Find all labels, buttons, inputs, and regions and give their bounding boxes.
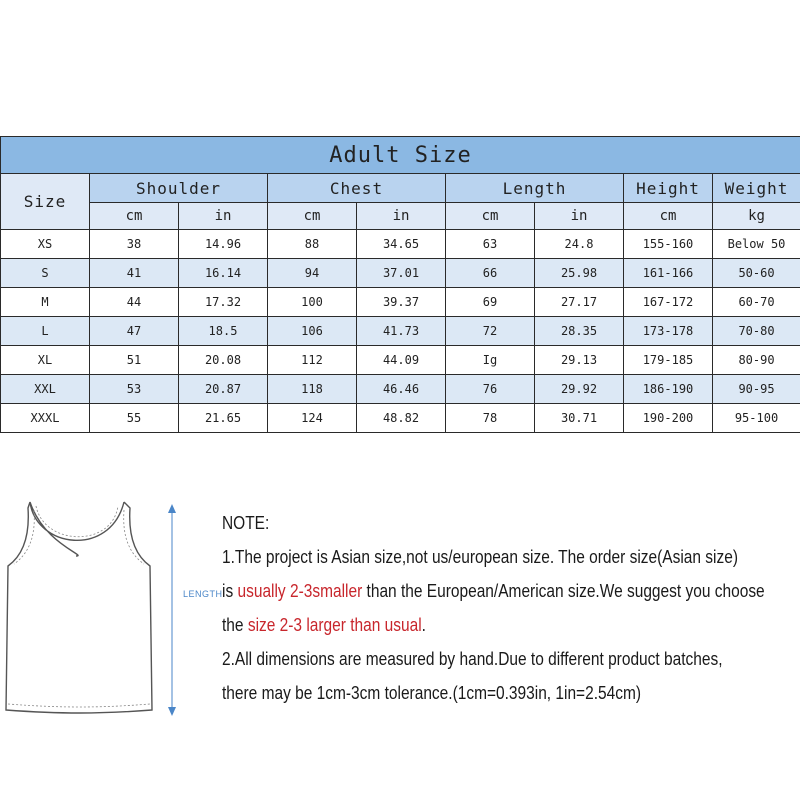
table-cell: Ig xyxy=(446,346,535,375)
table-cell: 90-95 xyxy=(713,375,800,404)
table-cell: 179-185 xyxy=(624,346,713,375)
table-cell: 112 xyxy=(268,346,357,375)
unit-cell: cm xyxy=(90,203,179,230)
table-cell: 17.32 xyxy=(179,288,268,317)
table-cell: 38 xyxy=(90,230,179,259)
note-line-5: there may be 1cm-3cm tolerance.(1cm=0.393in, 1in=2.54cm) xyxy=(222,683,642,703)
shoulder-header: Shoulder xyxy=(90,174,268,203)
table-cell: 100 xyxy=(268,288,357,317)
table-cell: 14.96 xyxy=(179,230,268,259)
table-cell: 44.09 xyxy=(357,346,446,375)
table-cell: 24.8 xyxy=(535,230,624,259)
table-cell: 173-178 xyxy=(624,317,713,346)
arrow-down-icon xyxy=(168,707,176,716)
table-cell: 20.87 xyxy=(179,375,268,404)
unit-cell: in xyxy=(179,203,268,230)
unit-cell: cm xyxy=(624,203,713,230)
highlight-text: usually 2-3smaller xyxy=(237,581,363,601)
size-label-cell: XS xyxy=(1,230,90,259)
table-cell: 28.35 xyxy=(535,317,624,346)
table-cell: 25.98 xyxy=(535,259,624,288)
table-cell: 39.37 xyxy=(357,288,446,317)
table-cell: 167-172 xyxy=(624,288,713,317)
table-cell: 47 xyxy=(90,317,179,346)
table-cell: 48.82 xyxy=(357,404,446,433)
size-chart-table xyxy=(0,136,800,433)
size-label-cell: XXL xyxy=(1,375,90,404)
table-cell: 41.73 xyxy=(357,317,446,346)
table-cell: Below 50 xyxy=(713,230,800,259)
table-cell: 161-166 xyxy=(624,259,713,288)
size-label-cell: XXXL xyxy=(1,404,90,433)
table-cell: 118 xyxy=(268,375,357,404)
tank-top-arm-stitch-right xyxy=(124,510,144,564)
table-cell: 55 xyxy=(90,404,179,433)
size-label-cell: M xyxy=(1,288,90,317)
note-block xyxy=(222,506,765,710)
table-cell: 80-90 xyxy=(713,346,800,375)
tank-top-arm-stitch-left xyxy=(14,510,34,564)
table-body xyxy=(1,230,800,433)
table-cell: 190-200 xyxy=(624,404,713,433)
size-label-cell: L xyxy=(1,317,90,346)
size-column-header: Size xyxy=(1,174,90,230)
table-cell: 72 xyxy=(446,317,535,346)
table-row xyxy=(1,288,800,317)
table-cell: 29.13 xyxy=(535,346,624,375)
table-cell: 76 xyxy=(446,375,535,404)
unit-cell: cm xyxy=(268,203,357,230)
note-line-3: the size 2-3 larger than usual. xyxy=(222,615,426,635)
tank-top-diagram xyxy=(0,488,240,788)
table-cell: 88 xyxy=(268,230,357,259)
table-cell: 29.92 xyxy=(535,375,624,404)
table-cell: 41 xyxy=(90,259,179,288)
note-heading: NOTE: xyxy=(222,513,270,533)
table-row xyxy=(1,317,800,346)
table-cell: 63 xyxy=(446,230,535,259)
table-cell: 46.46 xyxy=(357,375,446,404)
weight-header: Weight xyxy=(713,174,800,203)
table-cell: 16.14 xyxy=(179,259,268,288)
table-cell: 30.71 xyxy=(535,404,624,433)
table-cell: 66 xyxy=(446,259,535,288)
table-cell: 27.17 xyxy=(535,288,624,317)
table-cell: 60-70 xyxy=(713,288,800,317)
table-cell: 34.65 xyxy=(357,230,446,259)
unit-cell: in xyxy=(535,203,624,230)
table-cell: 37.01 xyxy=(357,259,446,288)
table-cell: 69 xyxy=(446,288,535,317)
tank-top-illustration xyxy=(0,488,240,788)
table-cell: 53 xyxy=(90,375,179,404)
table-row xyxy=(1,346,800,375)
note-line-2: is usually 2-3smaller than the European/American size.We suggest you choose xyxy=(222,581,765,601)
table-row xyxy=(1,404,800,433)
table-title: Adult Size xyxy=(1,137,800,174)
arrow-up-icon xyxy=(168,504,176,513)
table-cell: 50-60 xyxy=(713,259,800,288)
table-cell: 186-190 xyxy=(624,375,713,404)
table-cell: 106 xyxy=(268,317,357,346)
table-cell: 20.08 xyxy=(179,346,268,375)
table-cell: 44 xyxy=(90,288,179,317)
table-cell: 95-100 xyxy=(713,404,800,433)
chest-header: Chest xyxy=(268,174,446,203)
size-label-cell: XL xyxy=(1,346,90,375)
table-row xyxy=(1,375,800,404)
table-row xyxy=(1,230,800,259)
table-cell: 78 xyxy=(446,404,535,433)
tank-top-outline xyxy=(6,502,152,713)
table-cell: 94 xyxy=(268,259,357,288)
table-row xyxy=(1,259,800,288)
table-cell: 124 xyxy=(268,404,357,433)
unit-cell: cm xyxy=(446,203,535,230)
height-header: Height xyxy=(624,174,713,203)
unit-cell: kg xyxy=(713,203,800,230)
table-cell: 21.65 xyxy=(179,404,268,433)
length-header: Length xyxy=(446,174,624,203)
length-label: LENGTH xyxy=(183,589,223,599)
tank-top-hem-stitch xyxy=(8,704,150,707)
note-line-4: 2.All dimensions are measured by hand.Due to different product batches, xyxy=(222,649,723,669)
unit-cell: in xyxy=(357,203,446,230)
highlight-text: size 2-3 larger than usual xyxy=(247,615,422,635)
size-label-cell: S xyxy=(1,259,90,288)
table-cell: 18.5 xyxy=(179,317,268,346)
table-cell: 51 xyxy=(90,346,179,375)
table-cell: 155-160 xyxy=(624,230,713,259)
note-line-1: 1.The project is Asian size,not us/european size. The order size(Asian size) xyxy=(222,547,738,567)
table-cell: 70-80 xyxy=(713,317,800,346)
